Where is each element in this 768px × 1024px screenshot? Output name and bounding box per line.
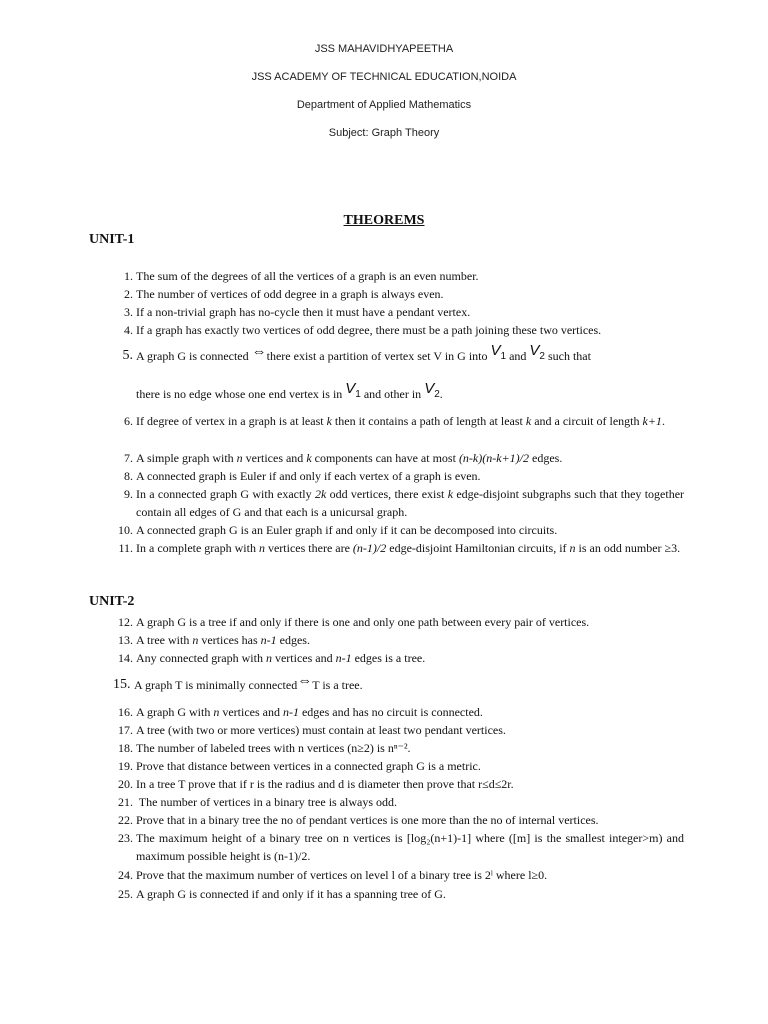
theorem-17	[109, 721, 684, 739]
theorem-23	[109, 829, 684, 865]
iff-symbol: ⇔	[251, 344, 267, 360]
institution-name: JSS MAHAVIDHYAPEETHA	[314, 43, 454, 55]
item-text: Prove that in a binary tree the no of pendant vertices is one more than the no of internal vertices.	[136, 813, 599, 827]
theorem-12	[109, 613, 684, 631]
v1-symbol: $V_1$	[345, 380, 361, 400]
item-text: The sum of the degrees of all the vertices of a graph is an even number.	[136, 269, 479, 283]
item-number: 19.	[118, 759, 133, 773]
item-number: 22.	[118, 813, 133, 827]
item-text: In a connected graph G with exactly 2k odd vertices, there exist k edge-disjoint subgraphs such that they together contain all edges of G and that each is a unicursal graph.	[136, 487, 685, 519]
theorem-16	[109, 703, 684, 721]
theorem-9	[109, 485, 684, 521]
subject-line: Subject: Graph Theory	[328, 127, 440, 139]
theorem-5	[109, 342, 684, 371]
item-number: 5.	[122, 348, 133, 363]
theorem-15	[109, 673, 684, 694]
item-number: 11.	[118, 541, 133, 555]
department-name: Department of Applied Mathematics	[296, 99, 472, 111]
academy-name: JSS ACADEMY OF TECHNICAL EDUCATION,NOIDA	[251, 71, 517, 83]
theorem-13	[109, 631, 684, 649]
theorem-3	[109, 303, 684, 321]
item-number: 25.	[118, 887, 133, 901]
theorem-21	[109, 793, 684, 811]
unit-1-heading: UNIT-1	[89, 232, 135, 247]
theorem-1	[109, 267, 684, 285]
theorem-19	[109, 757, 684, 775]
item-number: 10.	[118, 523, 133, 537]
iff-symbol: ⇔	[297, 673, 313, 689]
item-text: A graph G is connected if and only if it has a spanning tree of G.	[136, 887, 446, 901]
v2-symbol: $V_2$	[529, 342, 545, 362]
item-number: 2.	[124, 287, 133, 301]
item-text: A graph G is a tree if and only if there is one and only one path between every pair of vertices.	[136, 615, 590, 629]
item-number: 4.	[124, 323, 133, 337]
item-number: 18.	[118, 741, 133, 755]
page-title: THEOREMS	[343, 213, 425, 228]
item-text: A connected graph is Euler if and only if each vertex of a graph is even.	[136, 469, 481, 483]
item-text: In a tree T prove that if r is the radius and d is diameter then prove that r≤d≤2r.	[136, 777, 514, 791]
item-text: If degree of vertex in a graph is at least k then it contains a path of length at least k and a circuit of length k+1.	[136, 414, 665, 428]
item-number: 1.	[124, 269, 133, 283]
item-text: A simple graph with n vertices and k components can have at most (n-k)(n-k+1)/2 edges.	[136, 451, 563, 465]
item-text: A tree with n vertices has n-1 edges.	[136, 633, 310, 647]
theorem-8	[109, 467, 684, 485]
item-number: 24.	[118, 868, 133, 882]
item-number: 21.	[118, 795, 133, 809]
item-number: 13.	[118, 633, 133, 647]
item-text: The number of vertices in a binary tree is always odd.	[136, 795, 398, 809]
item-text: The number of vertices of odd degree in a graph is always even.	[136, 287, 444, 301]
unit-2-heading: UNIT-2	[89, 594, 135, 609]
item-text: The maximum height of a binary tree on n vertices is [log₂(n+1)-1] where ([m] is the smallest integer>m) and maximum possible height is (n-1)/2.	[136, 831, 684, 863]
item-number: 14.	[118, 651, 133, 665]
item-number: 12.	[118, 615, 133, 629]
item-text: If a non-trivial graph has no-cycle then it must have a pendant vertex.	[136, 305, 471, 319]
v2-symbol: $V_2$	[424, 380, 440, 400]
theorem-22	[109, 811, 684, 829]
item-text: A graph G is connected ⇔there exist a partition of vertex set V in G into $V_1$ and $V_2$ such that	[136, 342, 591, 363]
theorem-11	[109, 539, 684, 557]
item-text: In a complete graph with n vertices there are (n-1)/2 edge-disjoint Hamiltonian circuits, if n is an odd number ≥3.	[136, 541, 681, 555]
item-number: 20.	[118, 777, 133, 791]
item-text: The number of labeled trees with n vertices (n≥2) is nⁿ⁻².	[136, 741, 411, 755]
theorem-2	[109, 285, 684, 303]
item-number: 15.	[113, 677, 131, 692]
item-number: 9.	[124, 487, 133, 501]
item-text: Any connected graph with n vertices and n-1 edges is a tree.	[136, 651, 426, 665]
theorem-10	[109, 521, 684, 539]
item-text: If a graph has exactly two vertices of odd degree, there must be a path joining these two vertices.	[136, 323, 602, 337]
theorem-7	[109, 449, 684, 467]
item-number: 3.	[124, 305, 133, 319]
item-number: 23.	[118, 831, 133, 845]
theorem-6	[109, 412, 684, 430]
item-text: A tree (with two or more vertices) must contain at least two pendant vertices.	[136, 723, 506, 737]
item-text: Prove that the maximum number of vertices on level l of a binary tree is 2ˡ where l≥0.	[136, 868, 548, 882]
theorem-5-continued	[109, 380, 684, 409]
item-text: A graph T is minimally connected⇔T is a tree.	[134, 673, 363, 692]
theorem-24	[109, 866, 684, 884]
item-number: 7.	[124, 451, 133, 465]
theorem-20	[109, 775, 684, 793]
item-text: Prove that distance between vertices in a connected graph G is a metric.	[136, 759, 481, 773]
theorem-4	[109, 321, 684, 339]
theorem-14	[109, 649, 684, 667]
item-number: 16.	[118, 705, 133, 719]
item-number: 6.	[124, 414, 133, 428]
item-text: A connected graph G is an Euler graph if and only if it can be decomposed into circuits.	[136, 523, 558, 537]
item-number: 8.	[124, 469, 133, 483]
v1-symbol: $V_1$	[490, 342, 507, 362]
theorem-18	[109, 739, 684, 757]
item-text: A graph G with n vertices and n-1 edges and has no circuit is connected.	[136, 705, 483, 719]
theorem-25	[109, 885, 684, 903]
item-number: 17.	[118, 723, 133, 737]
item-text: there is no edge whose one end vertex is in $V_1$ and other in $V_2$.	[136, 380, 443, 401]
